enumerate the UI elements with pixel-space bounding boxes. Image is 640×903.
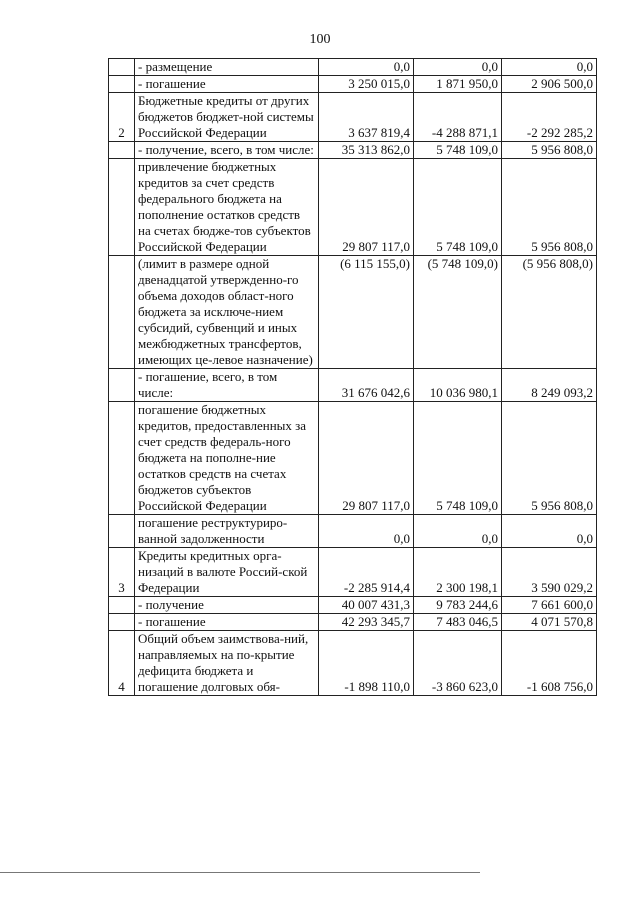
value-year-1: 35 313 862,0 [319, 142, 414, 159]
value-year-1: 29 807 117,0 [319, 159, 414, 256]
value-year-1: -2 285 914,4 [319, 548, 414, 597]
value-year-2: 1 871 950,0 [414, 76, 502, 93]
table-row [109, 59, 597, 76]
row-number [109, 369, 135, 402]
row-name: Бюджетные кредиты от других бюджетов бюджет-ной системы Российской Федерации [135, 93, 319, 142]
value-year-3: 0,0 [502, 515, 597, 548]
value-year-1: 40 007 431,3 [319, 597, 414, 614]
value-year-3: 2 906 500,0 [502, 76, 597, 93]
table-row [109, 614, 597, 631]
table-row [109, 256, 597, 369]
value-year-1: 29 807 117,0 [319, 402, 414, 515]
value-year-3: -2 292 285,2 [502, 93, 597, 142]
value-year-1: (6 115 155,0) [319, 256, 414, 369]
value-year-3: 5 956 808,0 [502, 142, 597, 159]
value-year-3: 5 956 808,0 [502, 159, 597, 256]
value-year-2: -4 288 871,1 [414, 93, 502, 142]
row-number: 2 [109, 93, 135, 142]
table-row [109, 93, 597, 142]
value-year-3: 8 249 093,2 [502, 369, 597, 402]
value-year-1: 3 250 015,0 [319, 76, 414, 93]
row-name: погашение реструктуриро-ванной задолженности [135, 515, 319, 548]
value-year-2: 9 783 244,6 [414, 597, 502, 614]
row-name: - погашение [135, 614, 319, 631]
row-number [109, 256, 135, 369]
value-year-3: 5 956 808,0 [502, 402, 597, 515]
value-year-3: 0,0 [502, 59, 597, 76]
table-row [109, 369, 597, 402]
table-row [109, 597, 597, 614]
value-year-2: (5 748 109,0) [414, 256, 502, 369]
row-number: 3 [109, 548, 135, 597]
value-year-2: 10 036 980,1 [414, 369, 502, 402]
value-year-2: 2 300 198,1 [414, 548, 502, 597]
value-year-3: 7 661 600,0 [502, 597, 597, 614]
row-name: Общий объем заимствова-ний, направляемых на по-крытие дефицита бюджета и погашение долговых обя- [135, 631, 319, 696]
row-name: - размещение [135, 59, 319, 76]
table-row [109, 142, 597, 159]
page-bottom-rule [0, 872, 480, 873]
value-year-2: 5 748 109,0 [414, 142, 502, 159]
row-number [109, 614, 135, 631]
value-year-3: 3 590 029,2 [502, 548, 597, 597]
value-year-1: 3 637 819,4 [319, 93, 414, 142]
row-number [109, 59, 135, 76]
row-number: 4 [109, 631, 135, 696]
borrowing-table [108, 58, 597, 696]
row-number [109, 402, 135, 515]
value-year-1: -1 898 110,0 [319, 631, 414, 696]
table-row [109, 631, 597, 696]
value-year-3: (5 956 808,0) [502, 256, 597, 369]
value-year-2: 0,0 [414, 515, 502, 548]
row-number [109, 597, 135, 614]
row-name: Кредиты кредитных орга-низаций в валюте Россий-ской Федерации [135, 548, 319, 597]
row-number [109, 142, 135, 159]
value-year-1: 0,0 [319, 59, 414, 76]
row-name: - получение [135, 597, 319, 614]
row-name: привлечение бюджетных кредитов за счет средств федерального бюджета на пополнение остатков средств на счетах бюдже-тов субъектов Российской Федерации [135, 159, 319, 256]
value-year-1: 31 676 042,6 [319, 369, 414, 402]
row-number [109, 515, 135, 548]
row-name: - погашение [135, 76, 319, 93]
value-year-2: 7 483 046,5 [414, 614, 502, 631]
value-year-3: -1 608 756,0 [502, 631, 597, 696]
value-year-1: 0,0 [319, 515, 414, 548]
table-row [109, 515, 597, 548]
row-name: - получение, всего, в том числе: [135, 142, 319, 159]
row-number [109, 76, 135, 93]
value-year-1: 42 293 345,7 [319, 614, 414, 631]
value-year-2: 0,0 [414, 59, 502, 76]
table-row [109, 159, 597, 256]
row-name: погашение бюджетных кредитов, предоставленных за счет средств федераль-ного бюджета на пополне-ние остатков средств на счетах бюджетов субъектов Российской Федерации [135, 402, 319, 515]
value-year-2: 5 748 109,0 [414, 402, 502, 515]
value-year-2: -3 860 623,0 [414, 631, 502, 696]
row-name: (лимит в размере одной двенадцатой утвержденно-го объема доходов област-ного бюджета за исключе-нием субсидий, субвенций и иных межбюджетных трансфертов, имеющих це-левое назначение) [135, 256, 319, 369]
table-row [109, 76, 597, 93]
value-year-2: 5 748 109,0 [414, 159, 502, 256]
table-row [109, 402, 597, 515]
page-number: 100 [309, 32, 331, 47]
row-name: - погашение, всего, в том числе: [135, 369, 319, 402]
value-year-3: 4 071 570,8 [502, 614, 597, 631]
row-number [109, 159, 135, 256]
table-row [109, 548, 597, 597]
